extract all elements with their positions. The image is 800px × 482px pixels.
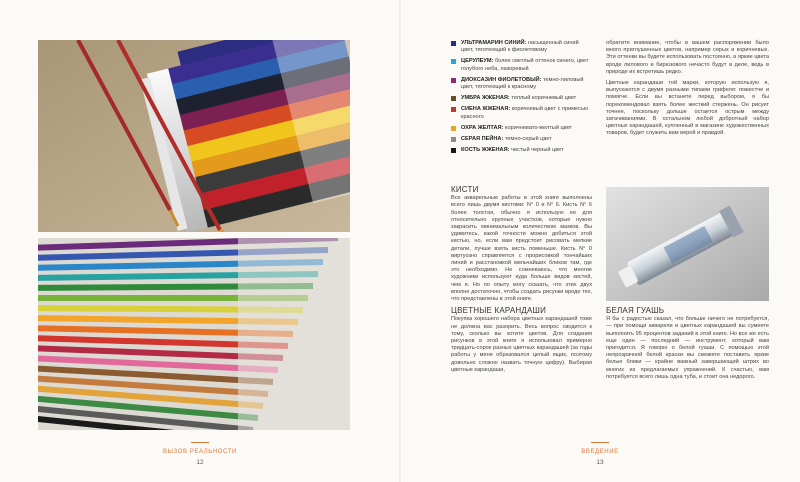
running-title: ВВЕДЕНИЕ [581, 449, 619, 455]
color-swatch [451, 41, 456, 46]
legend-item [451, 58, 591, 72]
footer-right [540, 442, 660, 466]
body-paragraph: обратите внимание, чтобы в вашем распоряжении было много приглушенных цветов, например серых и коричневых. Эти оттенки вы будете использовать постоянно, а яркие цвета вроде лилового и бирюзового нечасто будут в деле, ведь в природе их встретишь редко. [606, 40, 769, 75]
color-swatch [451, 148, 456, 153]
legend-item [451, 125, 591, 132]
body-paragraph: Все акварельные работы в этой книге выполнены всего лишь двумя кистями: N° 0 и N° 6. Кисть N° 6 более толстая, обычно я использую ее для относительно крупных участков, которые нужно закрасить минимальным количеством мазков. Вы удивитесь, какой точности можно добиться этой кистью, но, если вам предстоит рисовать мелкие детали, лучше взять кисть поменьше. Кисть N° 0 виртуозно справляется с прорисовкой тончайших линий и расстановкой мельчайших бликов там, где это необходимо. Не сомневаюсь, что многие художники используют куда больше видов кистей, чем я. Но по опыту могу сказать, что этих двух вполне достаточно, чтобы создать рисунки вроде тех, что представлены в этой книге. [451, 195, 592, 303]
color-swatch [451, 126, 456, 131]
legend-item [451, 106, 591, 120]
gouache-tube-photo [606, 187, 769, 301]
color-swatch [451, 137, 456, 142]
color-name: СЕРАЯ ПЕЙНА: [461, 136, 504, 143]
color-desc: темно-серый цвет [503, 136, 552, 143]
color-desc: насыщенный синий цвет, тяготеющий к фиолетовому [461, 40, 579, 54]
body-paragraph: Я бы с радостью сказал, что больше ничего не потребуется, — при помощи акварели и цветных карандашей вы сумеете выполнить 95 процентов заданий в этой книге. Но все же есть еще один — последний — инструмент, который вам пригодится. Я говорю о белой гуаши. С помощью этой непрозрачной белой краски вы сможете поставить яркие белые блики — крайне важный завершающий штрих во многих из предлагаемых упражнений. К счастью, вам потребуется всего лишь одна туба, и стоит она недорого. [606, 316, 769, 380]
footer-left [140, 442, 260, 466]
page-number: 12 [196, 459, 204, 466]
gutter [399, 0, 401, 482]
color-swatch [451, 96, 456, 101]
section-heading: БЕЛАЯ ГУАШЬ [606, 306, 665, 315]
color-swatch [451, 59, 456, 64]
pencils-photo [38, 238, 350, 430]
color-swatch [451, 107, 456, 112]
color-desc: чистый черный цвет [509, 147, 564, 154]
color-desc: темно-лиловый цвет, тяготеющий к красному [461, 76, 584, 91]
paints-photo [38, 40, 350, 232]
section-heading: ЦВЕТНЫЕ КАРАНДАШИ [451, 306, 547, 316]
color-name: УМБРА ЖЖЕНАЯ: [461, 95, 510, 102]
legend-item [451, 147, 591, 154]
text-column-right-top [606, 40, 769, 142]
legend-item [451, 40, 591, 54]
color-name: СИЕНА ЖЖЕНАЯ: [461, 106, 511, 113]
legend-item [451, 136, 591, 143]
footer-rule [591, 442, 609, 443]
body-paragraph: Цветные карандаши той марки, которую использую я, выпускаются с двумя разными типами грифеля: пожестче и помягче. Если вы встанете перед выбором, я бы порекомендовал взять более жесткий стержень. Он рисует точнее, поскольку дольше остается острым между затачиваниями. В остальном любой добротный набор цветных карандашей, купленный в магазине художественных товаров, будет служить вам верой и правдой. [606, 80, 769, 137]
section-heading: КИСТИ [451, 185, 479, 194]
color-name: УЛЬТРАМАРИН СИНИЙ: [461, 40, 527, 46]
legend-item [451, 95, 591, 102]
color-name: КОСТЬ ЖЖЕНАЯ: [461, 147, 510, 154]
color-name: ОХРА ЖЕЛТАЯ: [461, 124, 504, 131]
page-number: 13 [596, 459, 604, 466]
color-name: ДИОКСАЗИН ФИОЛЕТОВЫЙ: [461, 76, 542, 83]
color-desc: теплый коричневый цвет [509, 95, 577, 102]
legend-item [451, 77, 591, 91]
running-title: ВЫЗОВ РЕАЛЬНОСТИ [163, 449, 237, 455]
color-legend [451, 40, 591, 158]
text-column-right-bottom [606, 307, 769, 385]
text-column-middle [451, 186, 592, 378]
footer-rule [191, 442, 209, 443]
body-paragraph: Покупка хорошего набора цветных карандашей тоже не должна вас разорить. Весь вопрос сводится к тому, сколько вы хотите цветов. Для создания рисунков в этой книге я использовал примерно тридцать-сорок разных цветных карандашей (за годы работы у меня образовался целый ящик, поэтому довольно сложно назвать точную цифру). Выбирая цветные карандаши, [451, 316, 592, 373]
color-name: ЦЕРУЛЕУМ: [461, 58, 494, 65]
color-desc: коричневый цвет с примесью красного [461, 106, 589, 120]
color-swatch [451, 78, 456, 83]
color-desc: коричневато-желтый цвет [503, 124, 573, 131]
color-desc: более светлый оттенок синего, цвет голубого неба, лазоревый [461, 58, 589, 72]
